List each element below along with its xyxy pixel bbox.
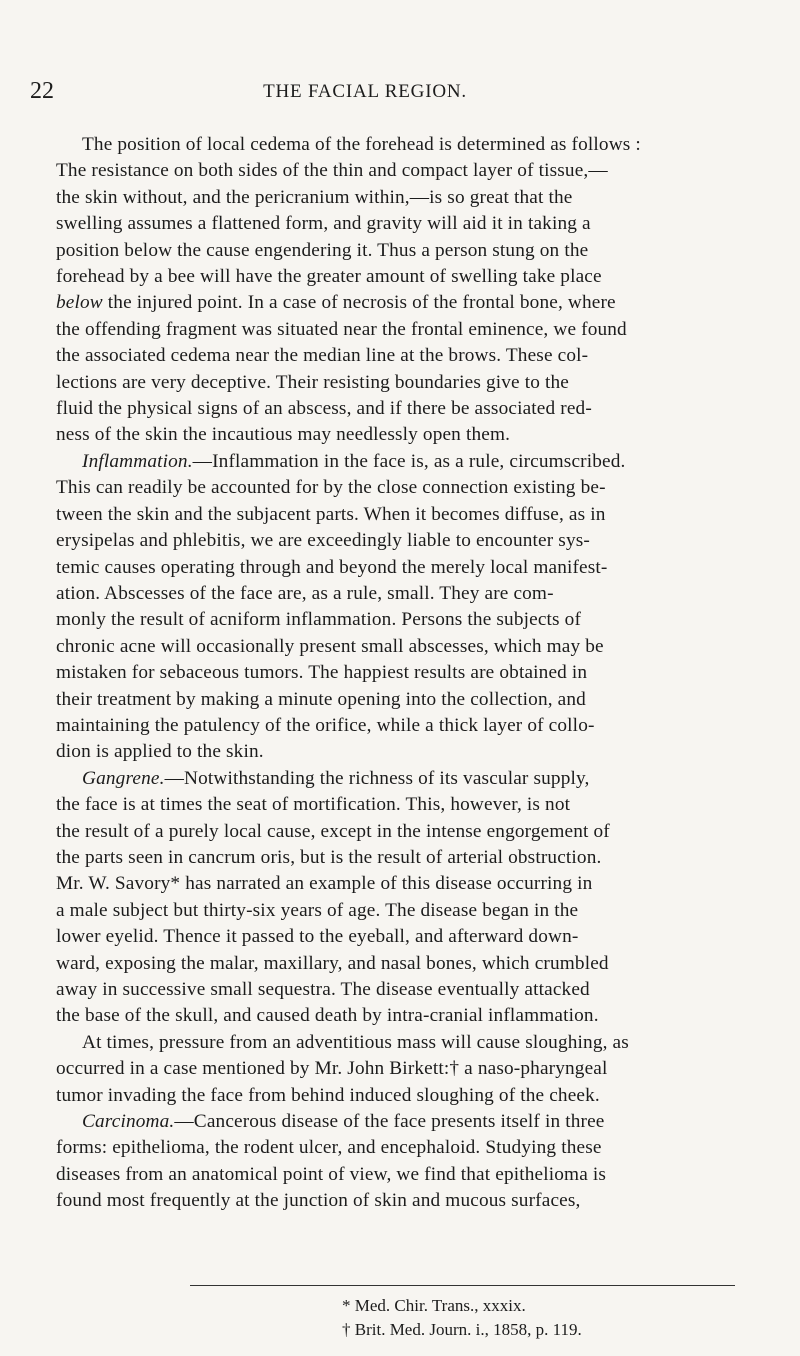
text-line: tumor invading the face from behind induced sloughing of the cheek. xyxy=(56,1084,600,1106)
text-line: the face is at times the seat of mortification. This, however, is not xyxy=(56,794,571,816)
text-run: —Inflammation in the face is, as a rule, circumscribed. xyxy=(192,450,626,472)
text-line: diseases from an anatomical point of view, we find that epithelioma is xyxy=(56,1163,607,1185)
text-line: the result of a purely local cause, except in the intense engorgement of xyxy=(56,820,610,842)
text-line: lections are very deceptive. Their resisting boundaries give to the xyxy=(56,371,569,393)
footnotes xyxy=(342,1294,582,1342)
running-title: THE FACIAL REGION. xyxy=(263,81,467,102)
page-number: 22 xyxy=(30,78,54,104)
text-line xyxy=(56,1109,732,1135)
text-line: At times, pressure from an adventitious mass will cause sloughing, as xyxy=(82,1031,629,1053)
text-line: maintaining the patulency of the orifice, while a thick layer of collo- xyxy=(56,714,595,736)
text-line xyxy=(56,449,732,475)
text-line: swelling assumes a flattened form, and gravity will aid it in taking a xyxy=(56,213,591,235)
italic-heading: Inflammation. xyxy=(82,450,193,472)
text-line: erysipelas and phlebitis, we are exceedingly liable to encounter sys- xyxy=(56,530,590,552)
text-line: the skin without, and the pericranium within,—is so great that the xyxy=(56,186,573,208)
text-line: occurred in a case mentioned by Mr. John Birkett:† a naso-pharyngeal xyxy=(56,1058,608,1080)
italic-heading: below xyxy=(56,292,103,314)
text-line: position below the cause engendering it. Thus a person stung on the xyxy=(56,239,589,261)
text-line: forms: epithelioma, the rodent ulcer, and encephaloid. Studying these xyxy=(56,1137,602,1159)
page-header xyxy=(30,78,680,108)
text-line: temic causes operating through and beyond the merely local manifest- xyxy=(56,556,608,578)
text-run: —Notwithstanding the richness of its vascular supply, xyxy=(164,767,590,789)
text-line xyxy=(56,264,732,290)
italic-heading: Gangrene. xyxy=(82,767,165,789)
text-line: chronic acne will occasionally present small abscesses, which may be xyxy=(56,635,604,657)
text-line: the offending fragment was situated near the frontal eminence, we found xyxy=(56,318,627,340)
text-line: lower eyelid. Thence it passed to the eyeball, and afterward down- xyxy=(56,926,579,948)
text-line: the associated cedema near the median line at the brows. These col- xyxy=(56,345,589,367)
footnote: * Med. Chir. Trans., xxxix. xyxy=(342,1296,526,1315)
text-line: The resistance on both sides of the thin and compact layer of tissue,— xyxy=(56,160,608,182)
text-line: ation. Abscesses of the face are, as a rule, small. They are com- xyxy=(56,582,554,604)
text-line: monly the result of acniform inflammation. Persons the subjects of xyxy=(56,609,582,631)
italic-heading: Carcinoma. xyxy=(82,1111,175,1133)
text-run: —Cancerous disease of the face presents itself in three xyxy=(174,1111,605,1133)
text-line: This can readily be accounted for by the close connection existing be- xyxy=(56,477,606,499)
text-line: fluid the physical signs of an abscess, and if there be associated red- xyxy=(56,398,592,420)
body-text xyxy=(56,132,732,1215)
text-line: the base of the skull, and caused death by intra-cranial inflammation. xyxy=(56,1005,599,1027)
text-line: the parts seen in cancrum oris, but is the result of arterial obstruction. xyxy=(56,846,602,868)
text-line: mistaken for sebaceous tumors. The happiest results are obtained in xyxy=(56,662,588,684)
text-line: Mr. W. Savory* has narrated an example of this disease occurring in xyxy=(56,873,593,895)
text-line xyxy=(56,290,732,316)
text-run: forehead by a bee will have the greater amount of swelling take place xyxy=(56,266,602,288)
text-line: The position of local cedema of the forehead is determined as follows : xyxy=(82,134,641,155)
text-line: ward, exposing the malar, maxillary, and nasal bones, which crumbled xyxy=(56,952,609,974)
text-line: their treatment by making a minute opening into the collection, and xyxy=(56,688,586,710)
footnote: † Brit. Med. Journ. i., 1858, p. 119. xyxy=(342,1320,582,1339)
footnote-rule xyxy=(190,1285,735,1286)
text-run: the injured point. In a case of necrosis of the frontal bone, where xyxy=(102,292,616,314)
text-line: tween the skin and the subjacent parts. When it becomes diffuse, as in xyxy=(56,503,606,525)
text-line: found most frequently at the junction of skin and mucous surfaces, xyxy=(56,1190,581,1212)
text-line: a male subject but thirty-six years of age. The disease began in the xyxy=(56,899,579,921)
text-line xyxy=(56,766,732,792)
text-line: dion is applied to the skin. xyxy=(56,741,264,763)
text-line: away in successive small sequestra. The disease eventually attacked xyxy=(56,979,590,1000)
text-line: ness of the skin the incautious may needlessly open them. xyxy=(56,424,511,446)
